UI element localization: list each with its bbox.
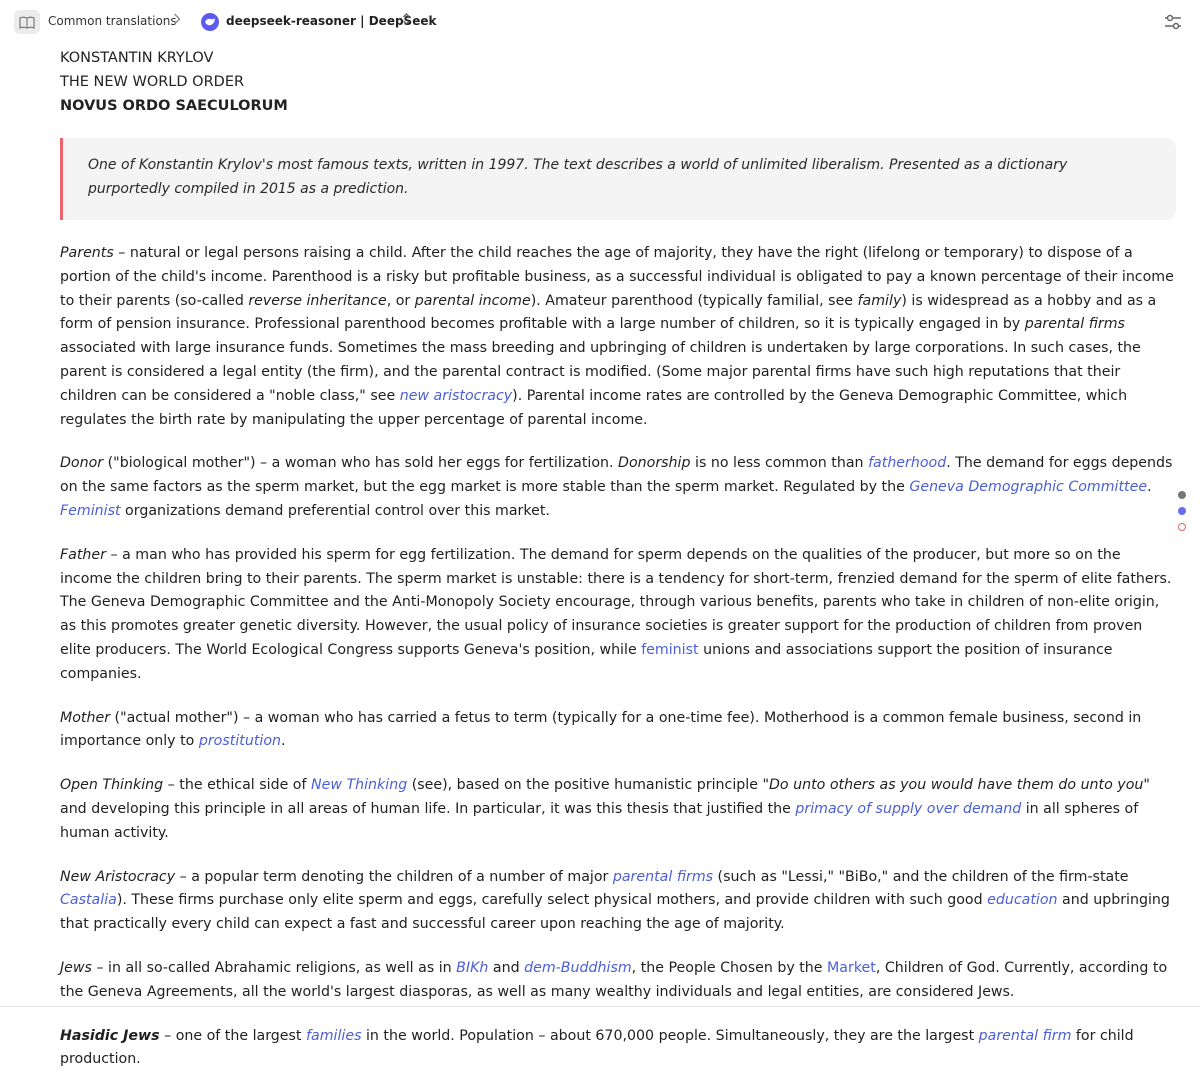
entry-term: Donor: [60, 455, 104, 472]
entry-italic: family: [857, 292, 902, 309]
entry-text: , Children of God. Currently, according to the Geneva Agreements, all the world's largest diasporas, as well as many wealthy individuals and legal entities, are considered Jews.: [60, 959, 1168, 1000]
chevron-updown-icon[interactable]: [402, 12, 411, 27]
entry-italic: Donorship: [618, 455, 691, 472]
entry-mother: [60, 707, 1176, 755]
entry-text: ). Parental income rates are controlled by the Geneva Demographic Committee, which regulates the birth rate by manipulating the upper percentage of parental income.: [60, 387, 1128, 428]
link-parental-firm[interactable]: parental firm: [978, 1027, 1072, 1044]
entry-text: organizations demand preferential control over this market.: [120, 502, 550, 519]
author-line: KONSTANTIN KRYLOV: [60, 50, 214, 66]
entry-italic: parental firms: [1024, 316, 1125, 333]
entry-text: ("biological mother") – a woman who has sold her eggs for fertilization.: [103, 455, 619, 472]
link-feminist[interactable]: feminist: [641, 641, 699, 658]
link-castalia[interactable]: Castalia: [60, 892, 117, 909]
title-line: THE NEW WORLD ORDER: [60, 74, 245, 90]
deepseek-logo-icon: [201, 13, 219, 31]
status-dot-icon[interactable]: [1178, 523, 1186, 531]
entry-text: , or: [386, 292, 415, 309]
entry-text: .: [281, 733, 286, 750]
intro-quote: One of Konstantin Krylov's most famous texts, written in 1997. The text describes a world of unlimited liberalism. Presented as a dictionary purportedly compiled in 2015 as a prediction.: [60, 138, 1176, 220]
entry-parents: [60, 242, 1176, 432]
entry-term: Hasidic Jews: [60, 1027, 160, 1044]
link-families[interactable]: families: [306, 1027, 362, 1044]
entry-text: unions and associations support the position of insurance companies.: [60, 641, 1113, 682]
entry-text: , the People Chosen by the: [631, 959, 828, 976]
entry-text: (see), based on the positive humanistic principle ": [407, 777, 769, 794]
entry-term: Open Thinking: [60, 777, 164, 794]
document-body: [60, 46, 1176, 1086]
entry-text: is no less common than: [690, 455, 869, 472]
entry-italic: Do unto others as you would have them do unto you: [768, 777, 1144, 794]
model-selector[interactable]: deepseek-reasoner | DeepSeek: [226, 14, 437, 28]
entry-text: ). These firms purchase only elite sperm and eggs, carefully select physical mothers, and provide children with such good: [116, 892, 988, 909]
entry-term: Father: [60, 546, 106, 563]
entry-hasidic-jews: [60, 1025, 1176, 1073]
entry-text: – natural or legal persons raising a child. After the child reaches the age of majority, they have the right (lifelong or temporary) to dispose of a portion of the child's income. Parenthood is a risky but profitable business, as a successful individual is obligated to pay a known percentage of their income to their parents (so-called: [60, 245, 1174, 309]
entry-jews: [60, 957, 1176, 1005]
entry-text: ). Amateur parenthood (typically familial, see: [530, 292, 858, 309]
entry-text: – the ethical side of: [163, 777, 311, 794]
entry-text: – in all so-called Abrahamic religions, as well as in: [91, 959, 457, 976]
book-icon[interactable]: [14, 10, 40, 34]
entry-open-thinking: [60, 774, 1176, 845]
entry-term: Jews: [60, 959, 92, 976]
entry-term: Parents: [60, 245, 114, 261]
entry-father: [60, 544, 1176, 687]
link-feminist[interactable]: Feminist: [60, 502, 121, 519]
link-education[interactable]: education: [987, 892, 1058, 909]
link-bikh[interactable]: BIKh: [456, 959, 489, 976]
entry-term: New Aristocracy: [60, 868, 176, 885]
settings-sliders-icon[interactable]: [1162, 12, 1184, 32]
entry-text: and upbringing that practically every child can expect a fast and successful career upon reaching the age of majority.: [60, 892, 1170, 933]
top-bar: [0, 0, 1200, 44]
entry-text: . The demand for eggs depends on the same factors as the sperm market, but the egg market is more stable than the sperm market. Regulated by the: [60, 455, 1173, 496]
link-prostitution[interactable]: prostitution: [198, 733, 281, 750]
entry-text: associated with large insurance funds. Sometimes the mass breeding and upbringing of children is undertaken by large corporations. In such cases, the parent is considered a legal entity (the firm), and the parental contract is modified. (Some major parental firms have such high reputations that their children can be considered a "noble class," see: [60, 340, 1141, 404]
entry-text: – a man who has provided his sperm for egg fertilization. The demand for sperm depends on the qualities of the producer, but more so on the income the children bring to their parents. The sperm market is unstable: there is a tendency for short-term, frenzied demand for the sperm of elite fathers. The Geneva Demographic Committee and the Anti-Monopoly Society encourage, through various benefits, parents who take in children of non-elite origin, as this promotes greater genetic diversity. However, the usual policy of insurance societies is greater support for the production of children from proven elite producers. The World Ecological Congress supports Geneva's position, while: [60, 546, 1172, 658]
entry-text: " and developing this principle in all areas of human life. In particular, it was this thesis that justified the: [60, 777, 1150, 817]
link-fatherhood[interactable]: fatherhood: [868, 455, 947, 472]
entry-italic: parental income: [414, 292, 531, 309]
link-parental-firms[interactable]: parental firms: [612, 868, 714, 885]
link-dem-buddhism[interactable]: dem-Buddhism: [524, 959, 632, 976]
bottom-divider: [0, 1006, 1200, 1007]
entry-text: – a popular term denoting the children of a number of major: [175, 868, 613, 885]
subtitle-line: NOVUS ORDO SAECULORUM: [60, 98, 288, 114]
breadcrumb-common-translations[interactable]: Common translations: [48, 14, 177, 28]
entry-text: ) is widespread as a hobby and as a form of pension insurance. Professional parenthood becomes profitable with a large number of children, so it is typically engaged in by: [60, 292, 1157, 333]
entry-term: Mother: [60, 709, 111, 726]
link-new-aristocracy[interactable]: new aristocracy: [399, 387, 513, 404]
entry-text: in the world. Population – about 670,000 people. Simultaneously, they are the largest: [361, 1027, 979, 1044]
model-dot-icon[interactable]: [1178, 491, 1186, 499]
entry-text: (such as "Lessi," "BiBo," and the children of the firm-state: [713, 868, 1129, 885]
entry-donor: [60, 452, 1176, 523]
link-geneva-committee[interactable]: Geneva Demographic Committee: [909, 479, 1148, 496]
entry-text: for child production.: [60, 1027, 1134, 1068]
deepseek-dot-icon[interactable]: [1178, 507, 1186, 515]
link-primacy-of-supply[interactable]: primacy of supply over demand: [795, 800, 1022, 817]
link-market[interactable]: Market: [827, 959, 876, 976]
entry-text: in all spheres of human activity.: [60, 800, 1139, 841]
side-model-indicators: [1178, 491, 1188, 539]
entry-text: and: [488, 959, 525, 976]
entry-text: – one of the largest: [159, 1027, 306, 1044]
entry-new-aristocracy: [60, 866, 1176, 937]
entry-text: ("actual mother") – a woman who has carried a fetus to term (typically for a one-time fee). Motherhood is a common female business, second in importance only to: [60, 709, 1142, 750]
entry-text: .: [1147, 479, 1152, 496]
chevron-right-icon: [173, 12, 181, 30]
entry-italic: reverse inheritance: [248, 292, 387, 309]
link-new-thinking[interactable]: New Thinking: [311, 777, 408, 794]
